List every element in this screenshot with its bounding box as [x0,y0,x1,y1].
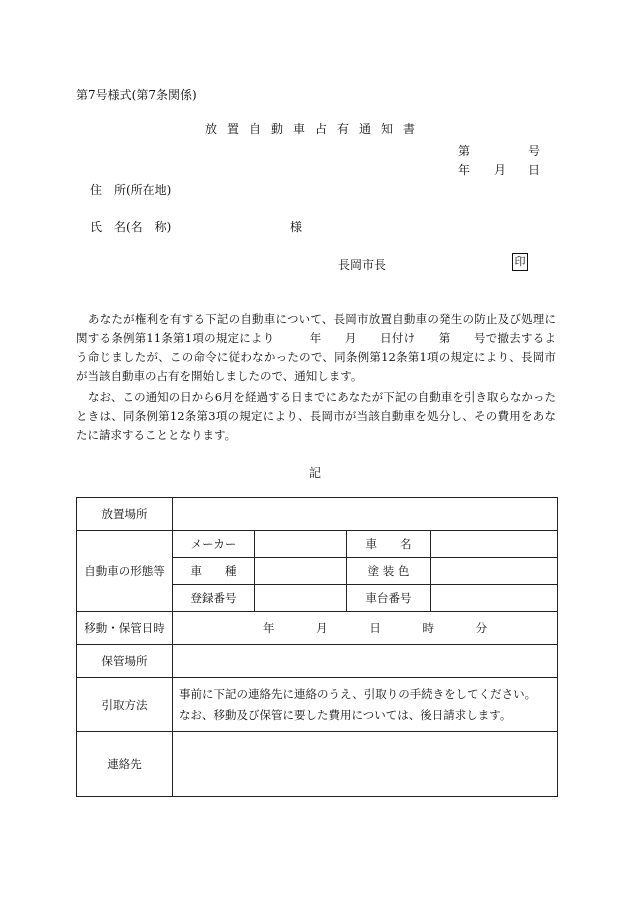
table-row [77,732,558,797]
chassis-number-value[interactable] [431,585,558,612]
dt-year-label: 年 [263,621,275,635]
date-day-label: 日 [528,163,541,177]
car-name-value[interactable] [431,531,558,558]
paint-color-value[interactable] [431,558,558,585]
location-value[interactable] [173,498,558,531]
contact-value[interactable] [173,732,558,797]
document-title: 放置自動車占有通知書 [204,122,425,136]
body-paragraph-1: あなたが権利を有する下記の自動車について、長岡市放置自動車の発生の防止及び処理に関する条例第11条第1項の規定により 年 月 日付け 第 号で撤去するよう命じましたが、この命令に従わなかったので、同条例第12条第1項の規定により、長岡市が当該自動車の占有を開始しましたので、通知します。 [76,312,556,383]
storage-location-value[interactable] [173,645,558,678]
paint-color-label: 塗 装 色 [347,558,431,585]
pickup-method-line-2: なお、移動及び保管に要した費用については、後日請求します。 [179,707,512,722]
address-label: 住 所(所在地) [90,183,172,197]
dt-minute-label: 分 [475,621,488,635]
storage-location-label: 保管場所 [77,645,173,678]
vehicle-type-label: 車 種 [173,558,255,585]
dt-day-label: 日 [369,621,381,635]
ki-heading: 記 [308,466,321,480]
table-row [77,678,558,732]
chassis-number-label: 車台番号 [347,585,431,612]
pickup-method-text [173,678,558,732]
number-prefix: 第 [458,144,471,158]
vehicle-form-label: 自動車の形態等 [77,531,173,612]
dt-hour-label: 時 [422,621,434,635]
move-datetime-value[interactable] [173,612,558,645]
seal-mark: 印 [512,253,528,271]
sender-mayor: 長岡市長 [338,258,387,272]
car-name-label: 車 名 [347,531,431,558]
pickup-method-label: 引取方法 [77,678,173,732]
honorific: 様 [290,220,303,234]
table-row [77,498,558,531]
dt-month-label: 月 [316,621,328,635]
table-row [77,645,558,678]
contact-label: 連絡先 [77,732,173,797]
registration-number-label: 登録番号 [173,585,255,612]
date-year-label: 年 [458,163,471,177]
pickup-method-line-1: 事前に下記の連絡先に連絡のうえ、引取りの手続きをしてください。 [179,686,537,701]
location-label: 放置場所 [77,498,173,531]
maker-value[interactable] [255,531,347,558]
move-datetime-label: 移動・保管日時 [77,612,173,645]
table-row [77,612,558,645]
form-number: 第7号様式(第7条関係) [76,88,197,102]
maker-label: メーカー [173,531,255,558]
registration-number-value[interactable] [255,585,347,612]
table-row [77,531,558,558]
body-paragraph-2: なお、この通知の日から6月を経過する日までにあなたが下記の自動車を引き取らなかったときは、同条例第12条第3項の規定により、長岡市が当該自動車を処分し、その費用をあなたに請求することとなります。 [76,390,556,442]
date-month-label: 月 [494,163,507,177]
vehicle-info-table [76,497,558,797]
name-label: 氏 名(名 称) [90,220,172,234]
number-suffix: 号 [528,144,541,158]
vehicle-type-value[interactable] [255,558,347,585]
